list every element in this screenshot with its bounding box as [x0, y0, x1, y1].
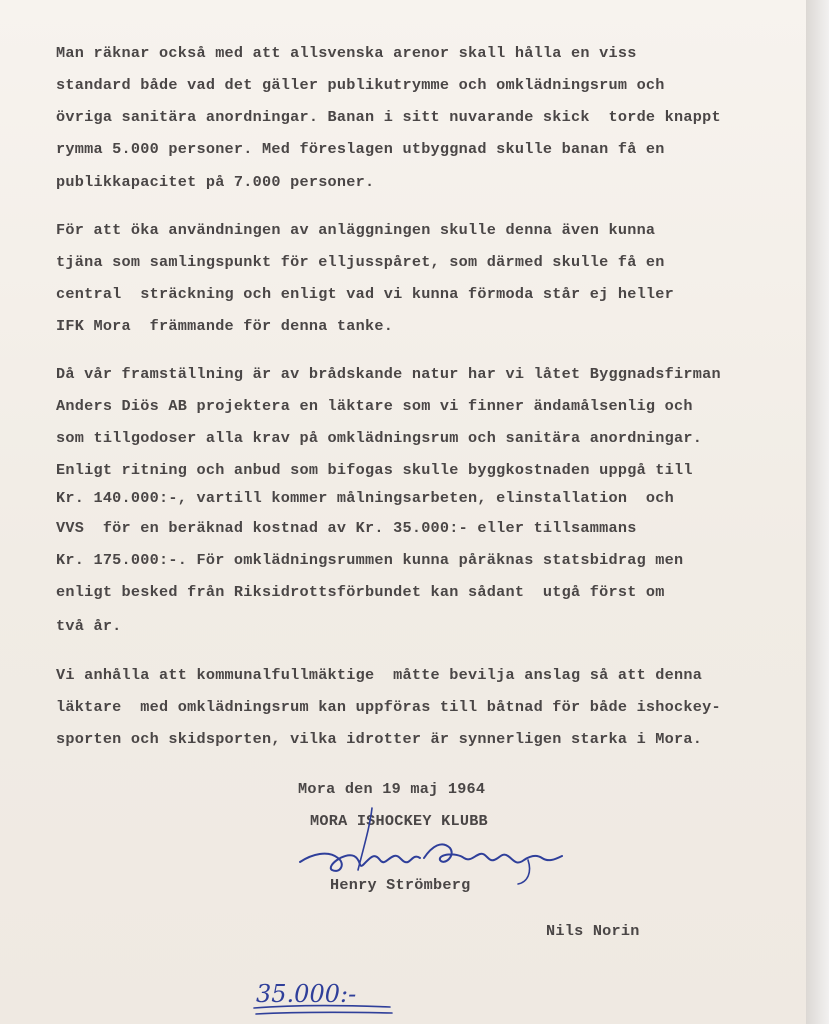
paragraph-1-line-3: övriga sanitära anordningar. Banan i sitt nuvarande skick torde knappt	[56, 108, 721, 126]
signer-1-name: Henry Strömberg	[330, 876, 471, 894]
paragraph-3-line-6: VVS för en beräknad kostnad av Kr. 35.000:- eller tillsammans	[56, 519, 637, 537]
paragraph-2-line-2: tjäna som samlingspunkt för elljusspåret, som därmed skulle få en	[56, 253, 665, 271]
paragraph-1-line-1: Man räknar också med att allsvenska arenor skall hålla en viss	[56, 44, 637, 62]
paragraph-1-line-4: rymma 5.000 personer. Med föreslagen utbyggnad skulle banan få en	[56, 140, 665, 158]
paragraph-4-line-1: Vi anhålla att kommunalfullmäktige måtte bevilja anslag så att denna	[56, 666, 703, 684]
paragraph-3-line-8: enligt besked från Riksidrottsförbundet kan sådant utgå först om	[56, 583, 665, 601]
paragraph-2-line-1: För att öka användningen av anläggningen skulle denna även kunna	[56, 221, 656, 239]
paragraph-2-line-4: IFK Mora främmande för denna tanke.	[56, 317, 394, 335]
paragraph-2-line-3: central sträckning och enligt vad vi kunna förmoda står ej heller	[56, 285, 675, 303]
paragraph-3-line-5: Kr. 140.000:-, vartill kommer målningsarbeten, elinstallation och	[56, 489, 675, 507]
paragraph-3-line-3: som tillgodoser alla krav på omklädningsrum och sanitära anordningar.	[56, 429, 703, 447]
place-date: Mora den 19 maj 1964	[298, 780, 486, 798]
paragraph-3-line-1: Då vår framställning är av brådskande natur har vi låtet Byggnadsfirman	[56, 365, 721, 383]
paragraph-3-line-4: Enligt ritning och anbud som bifogas skulle byggkostnaden uppgå till	[56, 461, 693, 479]
paragraph-4-line-3: sporten och skidsporten, vilka idrotter är synnerligen starka i Mora.	[56, 730, 703, 748]
handwritten-amount-note	[252, 972, 402, 1022]
paragraph-3-line-2: Anders Diös AB projektera en läktare som vi finner ändamålsenlig och	[56, 397, 693, 415]
handwritten-amount-text: 35.000:-	[256, 980, 357, 1008]
paragraph-1-line-2: standard både vad det gäller publikutrymme och omklädningsrum och	[56, 76, 665, 94]
paragraph-3-line-7: Kr. 175.000:-. För omklädningsrummen kunna påräknas statsbidrag men	[56, 551, 684, 569]
handwritten-signature	[292, 800, 582, 890]
club-name: MORA ISHOCKEY KLUBB	[310, 812, 488, 830]
paragraph-1-line-5: publikkapacitet på 7.000 personer.	[56, 173, 375, 191]
signer-2-name: Nils Norin	[546, 922, 640, 940]
paragraph-4-line-2: läktare med omklädningsrum kan uppföras till båtnad för både ishockey-	[56, 698, 721, 716]
paragraph-3-line-9: två år.	[56, 617, 122, 635]
page-edge	[806, 0, 829, 1024]
